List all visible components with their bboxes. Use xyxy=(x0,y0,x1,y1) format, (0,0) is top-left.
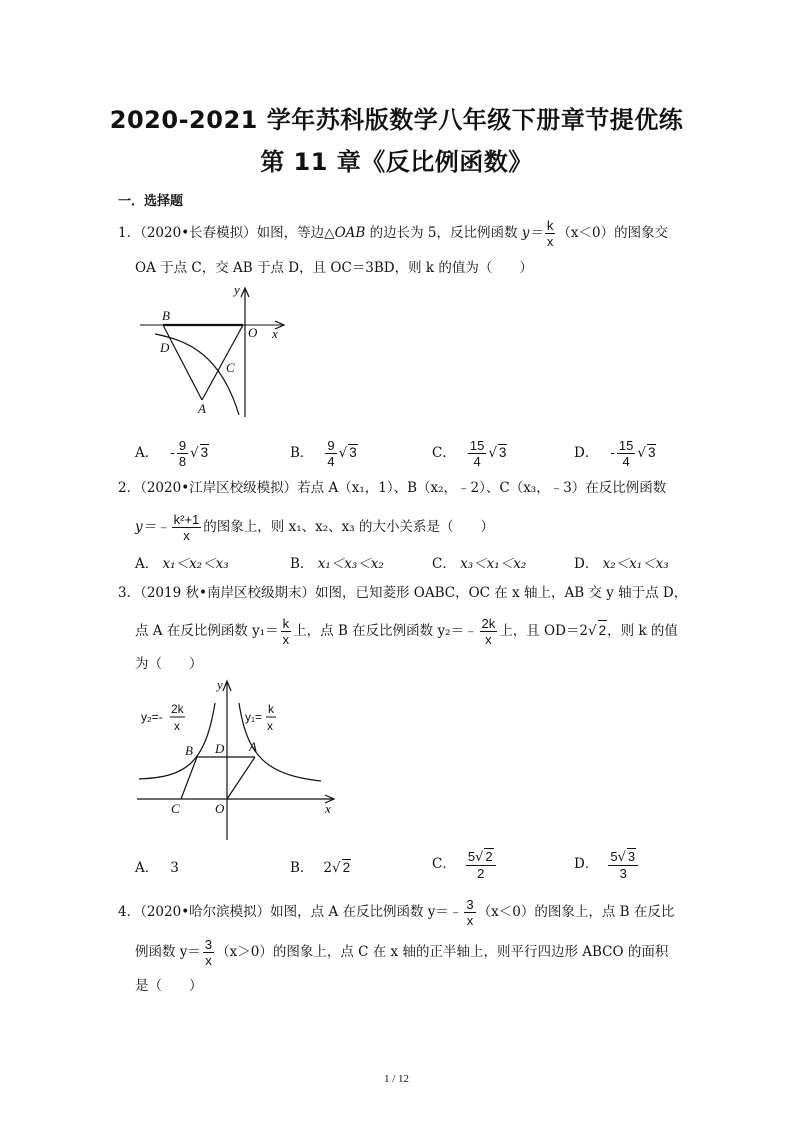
question-4-number: 4． xyxy=(118,904,141,920)
segment-AO xyxy=(227,757,255,799)
document-title-line2: 第 11 章《反比例函数》 xyxy=(260,148,533,176)
segment-BA xyxy=(163,325,202,400)
question-1-option-a[interactable]: A． - $\frac{9}{8}$ √ 3 xyxy=(135,438,209,469)
question-4-line1: 4．（2020•哈尔滨模拟）如图，点 A 在反比例函数 y＝﹣ $\frac{3}{x}$ （x＜0）的图象上，点 B 在反比 xyxy=(118,897,675,928)
label-A: A xyxy=(198,401,206,416)
label-O: O xyxy=(248,325,258,340)
question-1-line2: OA 于点 C，交 AB 于点 D，且 OC＝3BD，则 k 的值为（ ） xyxy=(135,260,533,276)
label-C: C xyxy=(171,801,180,816)
label-y2-num: 2k xyxy=(171,702,184,716)
label-y2: y₂=- xyxy=(141,710,163,724)
question-1-option-b[interactable]: B． $\frac{9}{4}$ √ 3 xyxy=(290,438,357,469)
label-y: y xyxy=(234,282,240,297)
question-3-source: （2019 秋•南岸区校级期末） xyxy=(140,585,315,601)
segment-BC xyxy=(181,757,197,799)
question-2-option-b[interactable]: B． x₁＜x₃＜x₂ xyxy=(290,556,384,572)
label-y1-num: k xyxy=(268,702,274,716)
label-A: A xyxy=(249,739,257,754)
fraction-k-over-x: $\frac{k}{x}$ xyxy=(546,218,554,249)
question-2-option-a[interactable]: A． x₁＜x₂＜x₃ xyxy=(135,556,229,572)
label-B: B xyxy=(162,308,170,323)
question-3-line1: 3．（2019 秋•南岸区校级期末）如图，已知菱形 OABC，OC 在 x 轴上，AB 交 y 轴于点 D， xyxy=(118,585,688,601)
label-B: B xyxy=(185,743,193,758)
label-O: O xyxy=(215,801,225,816)
document-title-line1: 2020-2021 学年苏科版数学八年级下册章节提优练 xyxy=(109,106,684,134)
question-2-option-d[interactable]: D． x₂＜x₁＜x₃ xyxy=(574,556,669,572)
label-C: C xyxy=(226,360,235,375)
question-2-line1: 2．（2020•江岸区校级模拟）若点 A（x₁，1）、B（x₂，﹣2）、C（x₃，﹣3）在反比例函数 xyxy=(118,480,667,496)
question-1-number: 1． xyxy=(118,225,141,241)
section-heading: 一．选择题 xyxy=(118,194,184,209)
question-4-source: （2020•哈尔滨模拟） xyxy=(140,904,271,920)
label-y2-den: x xyxy=(174,719,180,733)
question-1-option-d[interactable]: D． - $\frac{15}{4}$ √ 3 xyxy=(574,438,656,469)
label-D: D xyxy=(160,340,170,355)
question-3-line3: 为（ ） xyxy=(135,656,203,672)
question-1-figure xyxy=(135,282,295,422)
question-2-number: 2． xyxy=(118,480,141,496)
question-3-option-d[interactable]: D． $\frac{5√ 3}{3}$ xyxy=(574,848,640,881)
question-4-line2: 例函数 y＝ $\frac{3}{x}$ （x＞0）的图象上，点 C 在 x 轴的正半轴上，则平行四边形 ABCO 的面积 xyxy=(135,937,669,968)
label-y1: y₁= xyxy=(245,710,263,724)
question-3-number: 3． xyxy=(118,585,141,601)
label-D: D xyxy=(215,741,225,756)
question-2-line2: y＝﹣ $\frac{\text{k²+1}}{x}$ 的图象上，则 x₁、x₂、x₃ 的大小关系是（ ） xyxy=(135,512,494,543)
question-1-option-c[interactable]: C． $\frac{15}{4}$ √ 3 xyxy=(432,438,507,469)
page-number: 1 / 12 xyxy=(383,1073,410,1085)
label-x: x xyxy=(325,801,331,816)
question-2-source: （2020•江岸区校级模拟） xyxy=(140,480,298,496)
question-3-figure xyxy=(135,675,345,845)
question-3-line2: 点 A 在反比例函数 y₁＝ $\frac{k}{x}$ 上，点 B 在反比例函数 y₂＝﹣ $\frac{2k}{x}$ 上，且 OD＝2√ 2，则 k 的值 xyxy=(135,616,678,647)
question-3-option-b[interactable]: B． 2√ 2 xyxy=(290,860,351,876)
question-3-option-c[interactable]: C． $\frac{5√ 2}{2}$ xyxy=(432,848,498,881)
fraction-k2plus1-over-x: $\frac{\text{k²+1}}{x}$ xyxy=(173,512,200,543)
question-2-option-c[interactable]: C． x₃＜x₁＜x₂ xyxy=(432,556,527,572)
label-x: x xyxy=(272,326,278,341)
label-y1-den: x xyxy=(267,719,273,733)
question-1-line1: 1．（2020•长春模拟）如图，等边△OAB 的边长为 5，反比例函数 y＝ $\frac{k}{x}$ （x＜0）的图象交 xyxy=(118,218,669,249)
question-3-option-a[interactable]: A． 3 xyxy=(135,860,179,876)
question-1-source: （2020•长春模拟） xyxy=(140,225,257,241)
segment-OA xyxy=(202,325,243,400)
label-y: y xyxy=(217,677,223,692)
question-4-line3: 是（ ） xyxy=(135,978,203,994)
